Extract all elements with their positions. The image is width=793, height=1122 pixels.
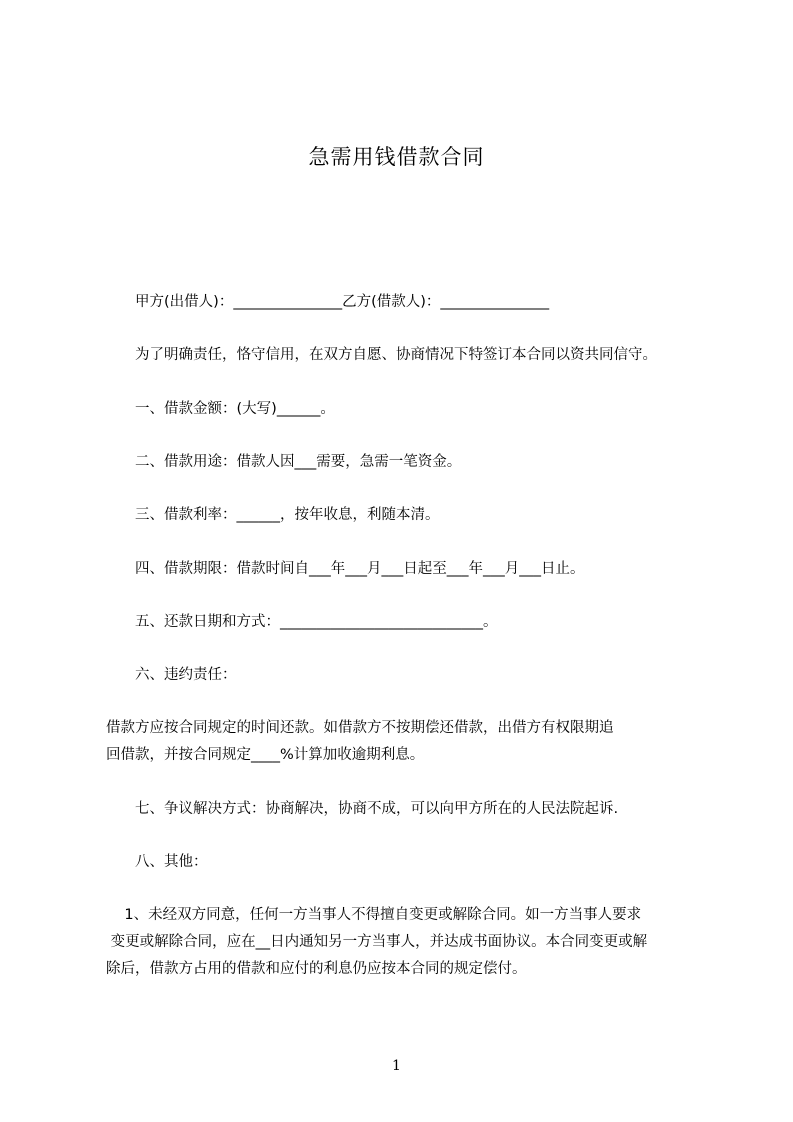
- clause-other-heading: 八、其他：: [135, 854, 208, 870]
- clause-other-item-1: [106, 902, 716, 983]
- clause-dispute: 七、争议解决方式：协商解决，协商不成，可以向甲方所在的人民法院起诉.: [135, 801, 619, 817]
- clause-breach-text: [106, 715, 716, 769]
- clause-loan-term: 四、借款期限：借款时间自___年___月___日起至___年___月___日止。: [135, 561, 585, 577]
- parties-line: 甲方(出借人)：_______________乙方(借款人)：_______________: [135, 294, 550, 310]
- breach-text-line: 借款方应按合同规定的时间还款。如借款方不按期偿还借款，出借方有权限期追: [106, 720, 614, 736]
- clause-loan-amount: 一、借款金额：(大写)______。: [135, 401, 335, 417]
- other-text-line: 1、未经双方同意，任何一方当事人不得擅自变更或解除合同。如一方当事人要求: [106, 907, 642, 923]
- clause-interest-rate: 三、借款利率：______，按年收息，利随本清。: [135, 507, 440, 523]
- clause-repayment: 五、还款日期和方式：____________________________。: [135, 614, 498, 630]
- other-text-line: 除后，借款方占用的借款和应付的利息仍应按本合同的规定偿付。: [106, 961, 527, 977]
- document-title: 急需用钱借款合同: [308, 145, 485, 169]
- other-text-line: 变更或解除合同，应在__日内通知另一方当事人，并达成书面协议。本合同变更或解: [106, 934, 648, 950]
- intro-text: 为了明确责任，恪守信用，在双方自愿、协商情况下特签订本合同以资共同信守。: [135, 347, 657, 363]
- breach-text-line: 回借款，并按合同规定____%计算加收逾期利息。: [106, 747, 425, 763]
- page-number: 1: [392, 1058, 401, 1074]
- clause-breach-heading: 六、违约责任：: [135, 667, 237, 683]
- clause-loan-purpose: 二、借款用途：借款人因___需要，急需一笔资金。: [135, 454, 462, 470]
